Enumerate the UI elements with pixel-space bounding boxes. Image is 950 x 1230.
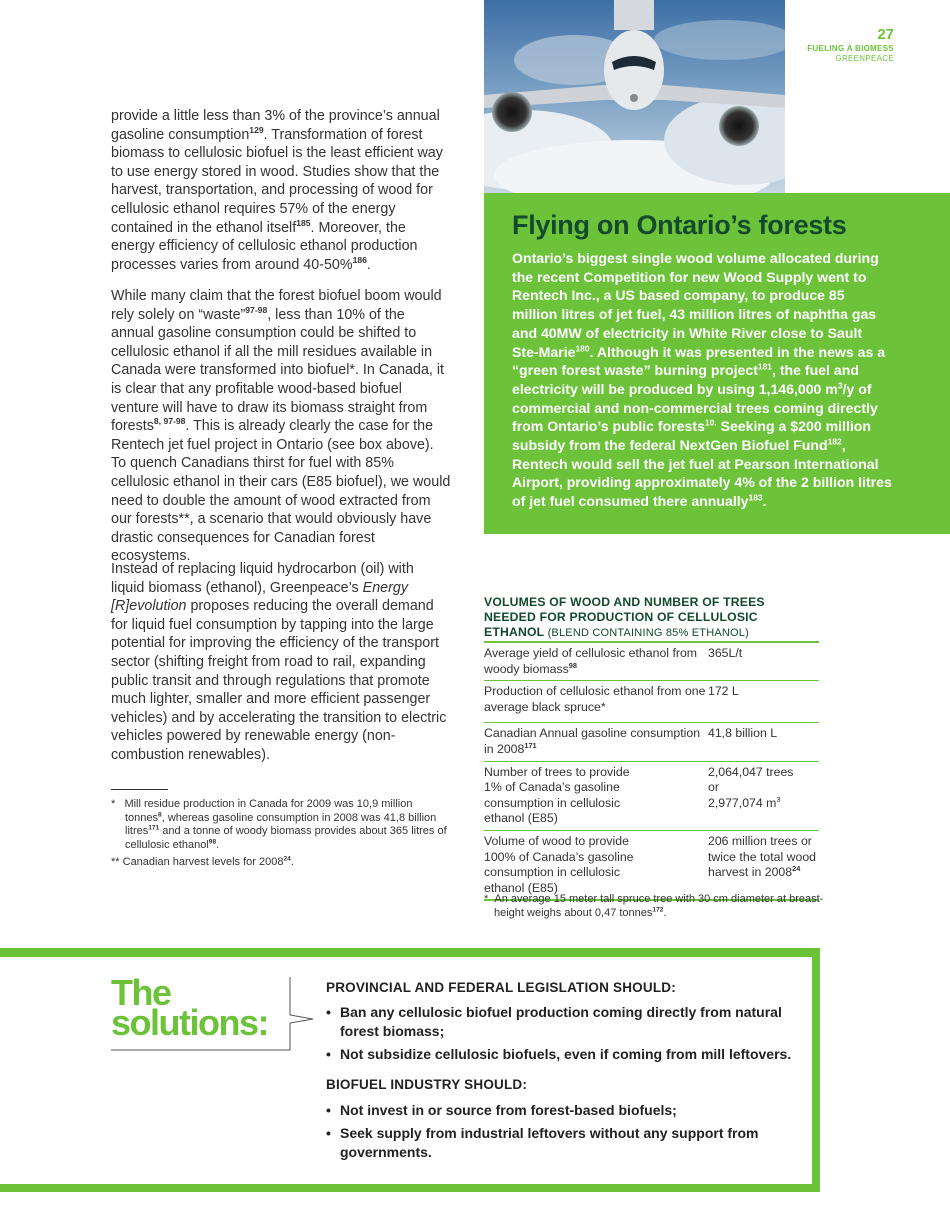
bullet-icon: • (326, 1102, 331, 1118)
table-row (484, 762, 819, 831)
table-cell-label: Production of cellulosic ethanol from one average black spruce* (484, 684, 706, 714)
table-cell-label: Canadian Annual gasoline consumption in 2008$^{171}$ (484, 726, 701, 756)
solutions-heading-industry: BIOFUEL INDUSTRY SHOULD: (326, 1077, 528, 1092)
table-row (484, 681, 819, 723)
list-item: • Not invest in or source from forest-based biofuels; (326, 1102, 677, 1118)
body-paragraph-3: Instead of replacing liquid hydrocarbon (oil) with liquid biomass (ethanol), Greenpeace’s Energy [R]evolution proposes reducing the overall demand for liquid fuel consumption by tapping into the large potential for improving the efficiency of the transport sector (shifting freight from road to rail, expanding public transit and through regulations that promote much lighter, smaller and more efficient passenger vehicles) and by accelerating the transition to electric vehicles powered by renewable energy (non-combustion renewables). (111, 561, 447, 763)
table-cell-value: 365L/t (708, 646, 743, 660)
solutions-border-top (0, 948, 820, 957)
solutions-border-bottom (0, 1184, 820, 1192)
table-title: VOLUMES OF WOOD AND NUMBER OF TREES NEEDED FOR PRODUCTION OF CELLULOSIC ETHANOL (BLEND CONTAINING 85% ETHANOL) (484, 595, 765, 639)
table-row (484, 643, 819, 681)
airplane-photo (484, 0, 785, 193)
table-cell-value: 206 million trees or twice the total wood harvest in 2008$^{24}$ (708, 833, 817, 880)
table-row (484, 831, 819, 901)
body-paragraph-1: provide a little less than 3% of the province’s annual gasoline consumption$^{129}$. Transformation of forest biomass to cellulosic biofuel is the least efficient way to use energy stored in wood. Studies show that the harvest, transportation, and processing of wood for cellulosic ethanol requires 57% of the energy contained in the ethanol itself$^{185}$. Moreover, the energy efficiency of cellulosic ethanol production processes varies from around 40-50%$^{186}$. (111, 108, 443, 273)
solutions-heading-legislation: PROVINCIAL AND FEDERAL LEGISLATION SHOULD: (326, 980, 676, 995)
body-paragraph-2: While many claim that the forest biofuel boom would rely solely on “waste”$^{97-98}$, less than 10% of the annual gasoline consumption could be shifted to cellulosic ethanol if all the mill residues available in Canada were transformed into biofuel*. In Canada, it is clear that any profitable wood-based biofuel venture will have to draw its biomass straight from forests$^{8, 97-98}$. This is already clearly the case for the Rentech jet fuel project in Ontario (see box above). To quench Canadians thirst for fuel with 85% cellulosic ethanol in their cars (E85 biofuel), we would need to double the amount of wood extracted from our forests**, a scenario that would obviously have drastic consequences for Canadian forest ecosystems. (111, 288, 451, 565)
table-cell-label: Average yield of cellulosic ethanol from woody biomass$^{98}$ (484, 646, 698, 676)
running-header-org: GREENPEACE (835, 54, 894, 63)
table-cell-label: Number of trees to provide 1% of Canada’s gasoline consumption in cellulosic ethanol (E85) (484, 764, 630, 826)
bullet-icon: • (326, 1046, 331, 1062)
list-item: • Not subsidize cellulosic biofuels, even if coming from mill leftovers. (326, 1046, 792, 1062)
table-cell-label: Volume of wood to provide 100% of Canada’s gasoline consumption in cellulosic ethanol (E85) (484, 833, 634, 895)
list-item: • Ban any cellulosic biofuel production coming directly from natural forest biomass; (326, 1004, 782, 1039)
table-cell-value: 41,8 billion L (708, 726, 778, 741)
data-table (484, 641, 819, 901)
table-footnote: * An average 15 meter tall spruce tree with 30 cm diameter at breast-height weighs about 0,47 tonnes$^{172}$. (484, 893, 824, 919)
solutions-title: The solutions: (111, 972, 268, 1043)
solutions-border-right (812, 948, 820, 1192)
bullet-icon: • (326, 1125, 331, 1141)
running-header-title: FUELING A BIOMESS (807, 44, 894, 53)
table-cell-value: 172 L (708, 684, 739, 699)
footnote-rule (111, 789, 168, 790)
footnote-1: * Mill residue production in Canada for 2009 was 10,9 million tonnes$^8$, whereas gasoline consumption in 2008 was 41,8 billion litres$^{171}$ and a tonne of woody biomass provides about 365 litres of cellulosic ethanol$^{98}$. (111, 798, 447, 851)
sidebar-box-title: Flying on Ontario’s forests (512, 210, 847, 240)
table-cell-value: 2,064,047 trees or 2,977,074 $m^3$ (708, 764, 794, 810)
table-row (484, 723, 819, 761)
list-item: • Seek supply from industrial leftovers without any support from governments. (326, 1125, 759, 1160)
page-number: 27 (877, 26, 894, 43)
sidebar-box-body: Ontario’s biggest single wood volume allocated during the recent Competition for new Wood Supply went to Rentech Inc., a US based company, to produce 85 million litres of jet fuel, 43 million litres of naphtha gas and 40MW of electricity in White River close to Sault Ste-Marie$^{180}$. Although it was presented in the news as a “green forest waste” burning project$^{181}$, the fuel and electricity will be produced by using 1,146,000 $m^3/y$ of commercial and non-commercial trees coming directly from Ontario’s public forests$^{10.}$ Seeking a $200 million subsidy from the federal NextGen Biofuel Fund$^{182}$, Rentech would sell the jet fuel at Pearson International Airport, providing approximately 4% of the 2 billion litres of jet fuel consumed there annually$^{183}$. (512, 250, 892, 510)
footnote-2: ** Canadian harvest levels for 2008$^{24}$. (111, 855, 294, 868)
bullet-icon: • (326, 1004, 331, 1020)
